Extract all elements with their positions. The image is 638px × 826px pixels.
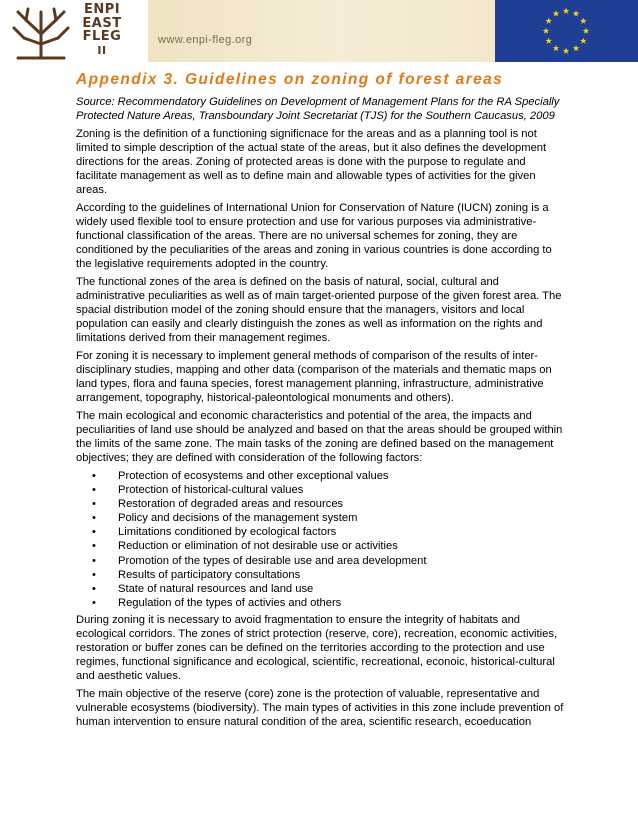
paragraph: The main ecological and economic characteristics and potential of the area, the impacts and peculiarities of land use should be analyzed and based on that the areas should be grouped within the limits of the same zone. The main tasks of the zoning are defined based on the management objectives; they are defined with consideration of the following factors:	[76, 410, 563, 464]
eu-star-icon	[573, 45, 579, 51]
paragraph: The functional zones of the area is defined on the basis of natural, social, cultural and administrative peculiarities as well as of main target-oriented purpose of the given forest area. The spacial distribution model of the zoning should ensure that the managers, visitors and local population can easily and clearly distinguish the zones as well as information on the rights and limitations derived from their management regimes.	[76, 276, 562, 344]
paragraph: According to the guidelines of International Union for Conservation of Nature (IUCN) zoning is a widely used flexible tool to ensure protection and use for various purposes via administrative-functional classification of the areas. There are no universal schemes for zoning, they are conditioned by the peculiarities of the areas and zoning in various countries is done according to the legislative requirements adopted in the country.	[76, 202, 552, 270]
paragraph: For zoning it is necessary to implement general methods of comparison of the results of inter-disciplinary studies, mapping and other data (comparison of the materials and thematic maps on land types, flora and fauna species, forest management planning, infrastructure, administrative arrangement, topography, historical-paleontological monuments and others).	[76, 350, 552, 404]
eu-star-icon	[553, 10, 559, 16]
website-url: www.enpi-fleg.org	[158, 34, 253, 46]
enpi-fleg-logo	[0, 0, 148, 62]
eu-star-icon	[543, 28, 549, 34]
list-item: • Promotion of the types of desirable use and area development	[76, 554, 566, 568]
eu-star-icon	[583, 28, 589, 34]
eu-star-icon	[563, 8, 569, 14]
paragraph: During zoning it is necessary to avoid fragmentation to ensure the integrity of habitats and ecological corridors. The zones of strict protection (reserve, core), recreation, economic activities, restoration or buffer zones can be defined on the territories according to the protection and use regimes, functional significance and ecological, scientific, recreational, econoic, historical-cultural and aesthetic values.	[76, 613, 558, 682]
eu-star-icon	[545, 38, 551, 44]
eu-star-icon	[580, 18, 586, 24]
tree-logo-icon	[6, 4, 76, 60]
logo-line-3: FLEG	[82, 29, 122, 44]
list-item: • Results of participatory consultations	[76, 568, 566, 582]
source-citation: Source: Recommendatory Guidelines on Development of Management Plans for the RA Specially Protected Nature Areas, Transboundary Joint Secretariat (TJS) for the Southern Caucasus, 2009	[76, 96, 560, 122]
eu-star-icon	[553, 45, 559, 51]
logo-text	[78, 3, 126, 57]
logo-line-2: EAST	[82, 15, 122, 31]
list-item: • State of natural resources and land use	[76, 582, 566, 596]
list-item: • Protection of historical-cultural values	[76, 483, 566, 497]
page-content	[76, 71, 566, 733]
eu-flag	[495, 0, 638, 62]
logo-line-4: II	[97, 43, 107, 57]
page-header	[0, 0, 638, 62]
list-item: • Protection of ecosystems and other exceptional values	[76, 469, 566, 483]
list-item: • Policy and decisions of the management system	[76, 511, 566, 525]
list-item: • Limitations conditioned by ecological factors	[76, 525, 566, 539]
appendix-title: Appendix 3. Guidelines on zoning of forest areas	[76, 71, 504, 88]
list-item: • Reduction or elimination of not desirable use or activities	[76, 539, 566, 553]
header-banner	[148, 0, 495, 62]
paragraph: Zoning is the definition of a functioning significnace for the areas and as a planning tool is not limited to simple description of the actual state of the areas, but it also defines the development directions for the areas. Zoning of protected areas is done with the purpose to regulate and facilitate management as well as to define main and allowable types of activities for the given areas.	[76, 128, 547, 196]
logo-line-1: ENPI	[83, 2, 121, 17]
list-item: • Restoration of degraded areas and resources	[76, 497, 566, 511]
eu-star-icon	[580, 38, 586, 44]
paragraph: The main objective of the reserve (core) zone is the protection of valuable, representative and vulnerable ecosystems (biodiversity). The main types of activities in this zone include prevention of human intervention to ensure natural condition of the area, scientific research, ecoeducation	[76, 687, 564, 728]
list-item: • Regulation of the types of activies and others	[76, 596, 566, 610]
eu-star-icon	[573, 10, 579, 16]
eu-stars-icon	[495, 0, 638, 62]
eu-star-icon	[545, 18, 551, 24]
zoning-factors-list	[76, 469, 566, 610]
eu-star-icon	[563, 48, 569, 54]
